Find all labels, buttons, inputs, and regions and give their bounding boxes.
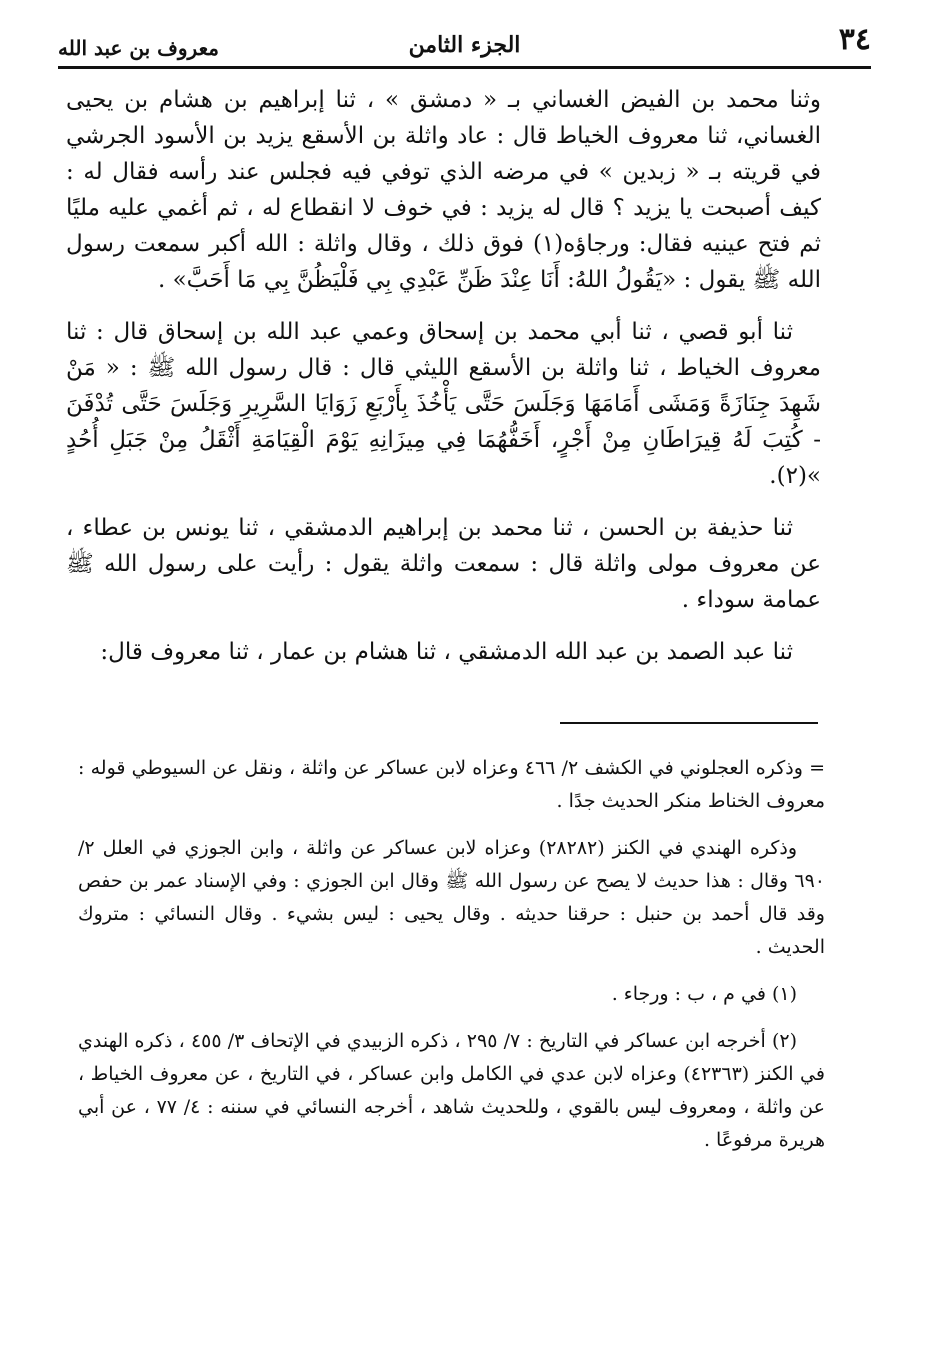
footnote-continuation: = وذكره العجلوني في الكشف ٢/ ٤٦٦ وعزاه لابن عساكر عن واثلة ، ونقل عن السيوطي قوله : معروف الخناط منكر الحديث جدًا . — [78, 757, 825, 812]
main-text — [66, 82, 821, 686]
paragraph-1: وثنا محمد بن الفيض الغساني بـ « دمشق » ، ثنا إبراهيم بن هشام بن يحيى الغساني، ثنا معروف الخياط قال : عاد واثلة بن الأسقع يزيد بن الأسود الجرشي في قريته بـ « زبدين » في مرضه الذي توفي فيه فجلس عند رأسه فقال له : كيف أصبحت يا يزيد ؟ قال له يزيد : في خوف لا انقطاع له ، ثم أغمي عليه مليًا ثم فتح عينيه فقال: ورجاؤه(١) فوق ذلك ، وقال واثلة : الله أكبر سمعت رسول الله ﷺ يقول : «يَقُولُ اللهُ: أَنَا عِنْدَ ظَنِّ عَبْدِي بِي فَلْيَظُنَّ بِي مَا أَحَبَّ» . — [66, 87, 822, 293]
page-number: ٣٤ — [838, 22, 871, 57]
page-header — [58, 22, 871, 68]
running-title: معروف بن عبد الله — [58, 36, 219, 60]
footnote-divider — [560, 722, 818, 724]
header-divider — [58, 66, 871, 69]
footnotes — [78, 752, 825, 1171]
paragraph-3: ثنا حذيفة بن الحسن ، ثنا محمد بن إبراهيم الدمشقي ، ثنا يونس بن عطاء ، عن معروف مولى واثلة قال : سمعت واثلة يقول : رأيت على رسول الله ﷺ عمامة سوداء . — [66, 515, 821, 613]
footnote-2: (٢) أخرجه ابن عساكر في التاريخ : ٧/ ٢٩٥ ، ذكره الزبيدي في الإتحاف ٣/ ٤٥٥ ، ذكره الهندي في الكنز (٤٢٣٦٣) وعزاه لابن عدي في الكامل وابن عساكر ، في التاريخ ، عن معروف الخياط ، عن واثلة ، ومعروف ليس بالقوي ، وللحديث شاهد ، أخرجه النسائي في سننه : ٤/ ٧٧ ، عن أبي هريرة مرفوعًا . — [78, 1030, 825, 1151]
footnote-continuation-2: وذكره الهندي في الكنز (٢٨٢٨٢) وعزاه لابن عساكر عن واثلة ، وابن الجوزي في العلل ٢/ ٦٩٠ وقال : هذا حديث لا يصح عن رسول الله ﷺ وقال ابن الجوزي : وفي الإسناد عمر بن حفص وقد قال أحمد بن حنبل : حرقنا حديثه . وقال يحيى : ليس بشيء . وقال النسائي : متروك الحديث . — [78, 837, 825, 958]
volume-part-title: الجزء الثامن — [408, 32, 521, 58]
footnote-1: (١) في م ، ب : ورجاء . — [611, 983, 797, 1005]
paragraph-2: ثنا أبو قصي ، ثنا أبي محمد بن إسحاق وعمي عبد الله بن إسحاق قال : ثنا معروف الخياط ، ثنا واثلة بن الأسقع الليثي قال : قال رسول الله ﷺ : « مَنْ شَهِدَ جِنَازَةً وَمَشَى أَمَامَهَا وَجَلَسَ حَتَّى يَأْخُذَ بِأَرْبَعِ زَوَايَا السَّرِيرِ وَجَلَسَ حَتَّى تُدْفَنَ - كُتِبَ لَهُ قِيرَاطَانِ مِنْ أَجْرٍ، أَخَفُّهُمَا فِي مِيزَانِهِ يَوْمَ الْقِيَامَةِ أَثْقَلُ مِنْ جَبَلِ أُحُدٍ »(٢). — [66, 319, 821, 489]
paragraph-4: ثنا عبد الصمد بن عبد الله الدمشقي ، ثنا هشام بن عمار ، ثنا معروف قال: — [100, 639, 793, 665]
